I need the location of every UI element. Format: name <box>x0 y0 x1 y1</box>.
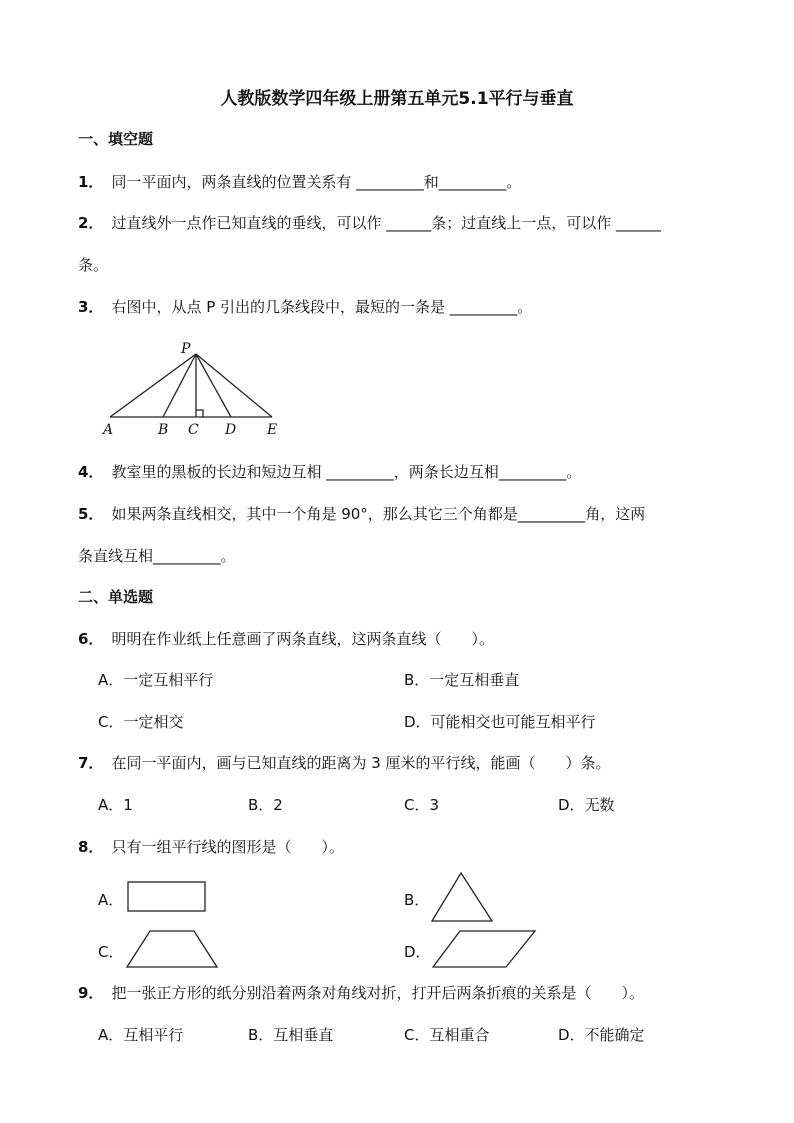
q8-option-c[interactable]: C． <box>98 943 124 961</box>
question-number: 1． <box>78 173 104 191</box>
segment-pa <box>110 354 196 417</box>
question-7 <box>78 752 611 773</box>
question-4 <box>78 461 581 482</box>
label-b: B <box>158 422 169 438</box>
q6-option-b[interactable]: B．一定互相垂直 <box>404 671 520 689</box>
parallelogram-icon <box>430 928 538 970</box>
label-d: D <box>225 422 237 438</box>
question-number: 4． <box>78 463 104 481</box>
question-text: 过直线外一点作已知直线的垂线，可以作 ______条；过直线上一点，可以作 ______ <box>111 214 661 232</box>
segment-pb <box>163 354 196 417</box>
question-number: 2． <box>78 214 104 232</box>
section-single-choice: 二、单选题 <box>78 588 154 606</box>
q7-option-c[interactable]: C．3 <box>404 796 440 814</box>
section-fill-in-blank: 一、填空题 <box>78 130 154 148</box>
question-text: 教室里的黑板的长边和短边互相 _________，两条长边互相_________。 <box>111 463 582 481</box>
question-number: 8． <box>78 838 104 856</box>
label-p: P <box>181 341 191 357</box>
question-text: 如果两条直线相交，其中一个角是 90°，那么其它三个角都是_________角，这两 <box>111 505 646 523</box>
question-number: 3． <box>78 298 104 316</box>
question-number: 7． <box>78 754 104 772</box>
question-5-continued: 条直线互相_________。 <box>78 547 236 565</box>
q8-option-a[interactable]: A． <box>98 891 124 909</box>
q8-option-d[interactable]: D． <box>404 943 431 961</box>
q9-option-b[interactable]: B．互相垂直 <box>248 1026 334 1044</box>
question-9 <box>78 982 644 1003</box>
question-number: 5． <box>78 505 104 523</box>
question-1 <box>78 171 521 192</box>
question-text: 把一张正方形的纸分别沿着两条对角线对折，打开后两条折痕的关系是（ ）。 <box>111 984 644 1002</box>
question-text: 在同一平面内，画与已知直线的距离为 3 厘米的平行线，能画（ ）条。 <box>111 754 611 772</box>
label-c: C <box>188 422 199 438</box>
q9-option-a[interactable]: A．互相平行 <box>98 1026 184 1044</box>
right-angle-mark <box>196 410 203 417</box>
label-a: A <box>103 422 114 438</box>
question-2 <box>78 212 661 233</box>
point-p-segments-figure <box>100 338 290 440</box>
q8-option-b[interactable]: B． <box>404 891 430 909</box>
question-3 <box>78 296 532 317</box>
label-e: E <box>267 422 278 438</box>
q6-option-d[interactable]: D．可能相交也可能互相平行 <box>404 713 596 731</box>
segment-pd <box>196 354 231 417</box>
question-8 <box>78 836 344 857</box>
question-text: 同一平面内，两条直线的位置关系有 _________和_________。 <box>111 173 522 191</box>
q6-option-c[interactable]: C．一定相交 <box>98 713 184 731</box>
rectangle-icon <box>126 880 208 914</box>
q9-option-d[interactable]: D．不能确定 <box>558 1026 645 1044</box>
question-text: 明明在作业纸上任意画了两条直线，这两条直线（ ）。 <box>111 630 494 648</box>
q9-option-c[interactable]: C．互相重合 <box>404 1026 490 1044</box>
q6-option-a[interactable]: A．一定互相平行 <box>98 671 214 689</box>
question-5 <box>78 503 645 524</box>
question-6 <box>78 628 494 649</box>
question-number: 6． <box>78 630 104 648</box>
triangle-icon <box>429 870 495 924</box>
trapezoid-icon <box>124 928 220 970</box>
question-text: 右图中，从点 P 引出的几条线段中，最短的一条是 _________。 <box>111 298 533 316</box>
question-number: 9． <box>78 984 104 1002</box>
segment-pe <box>196 354 272 417</box>
q7-option-d[interactable]: D．无数 <box>558 796 615 814</box>
page-title: 人教版数学四年级上册第五单元5.1平行与垂直 <box>220 89 574 109</box>
q7-option-a[interactable]: A．1 <box>98 796 133 814</box>
q7-option-b[interactable]: B．2 <box>248 796 283 814</box>
question-2-continued: 条。 <box>78 256 109 274</box>
question-text: 只有一组平行线的图形是（ ）。 <box>111 838 344 856</box>
